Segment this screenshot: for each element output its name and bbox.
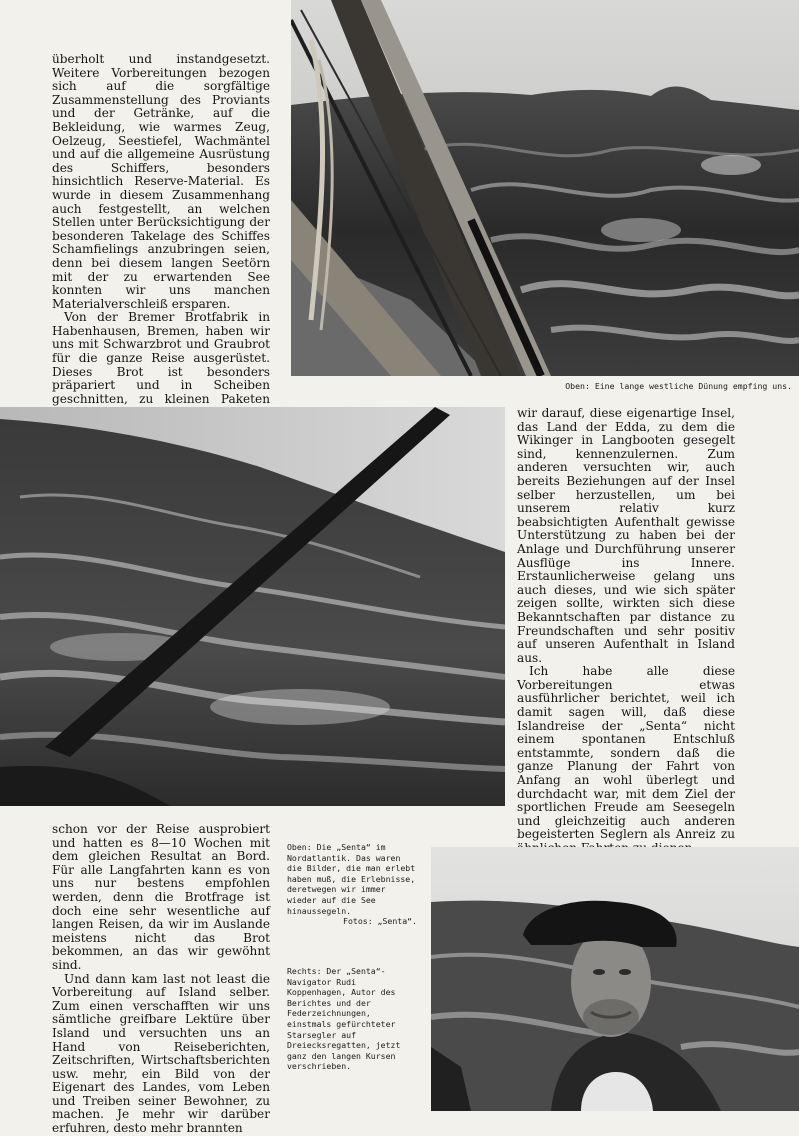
paragraph: Von der Bremer Brotfabrik in Habenhausen, Bremen, haben wir uns mit Schwarzbrot und Graubrot für die ganze Reise ausgerüstet. Dieses Brot ist besonders präpariert und in Scheiben geschnitten, zu kleinen Paketen (52, 310, 270, 406)
caption-portrait: Rechts: Der „Senta“-Navigator Rudi Koppenhagen, Autor des Berichtes und der Federzeichnungen, einstmals gefürchteter Starsegler auf Dreiecksregatten, jetzt ganz den langen Kursen verschrieben. (287, 966, 401, 1072)
photo-bow-rigging-swell (291, 0, 799, 376)
caption-text: Oben: Die „Senta“ im Nordatlantik. Das waren die Bilder, die man erlebt haben muß, die Erlebnisse, deretwegen wir immer wieder auf die See hinaussegeln. (287, 842, 416, 916)
caption-north-atlantic (287, 842, 417, 927)
text-column-bottom-left (52, 823, 270, 1136)
paragraph: Ich habe alle diese Vorbereitungen etwas ausführlicher berichtet, weil ich damit sagen will, daß diese Islandreise der „Senta“ nicht einem spontanen Entschluß entstammte, sondern daß die ganze Planung der Fahrt von Anfang an wohl überlegt und durchdacht war, mit dem Ziel der sportlichen Freude am Seesegeln und gleichzeitig auch anderen begeisterten Seglern als Anreiz zu (517, 664, 735, 842)
caption-top-right: Oben: Eine lange westliche Dünung empfing uns. (565, 381, 792, 391)
photo-navigator-portrait (431, 847, 799, 1111)
paragraph: Und dann kam last not least die Vorbereitung auf Island selber. Zum einen verschafften wir uns sämtliche greifbare Lektüre über Island und versuchten uns an Hand von Reiseberichten, Zeitschriften, Wirtschaftsberichten usw. mehr, ein Bild von der Eigenart des Landes, vom Leben und Treiben seiner Bewohner, zu machen. Je mehr wir darüber erfuhren, desto mehr brannten (52, 971, 270, 1136)
paragraph: wir darauf, diese eigenartige Insel, das Land der Edda, zu dem die Wikinger in Langbooten gesegelt sind, kennenzulernen. Zum anderen versuchten wir, auch bereits Beziehungen auf der Insel selber herzustellen, um bei unserem relativ kurz beabsichtigten Aufenthalt gewisse Unterstützung zu haben bei der Anlage und Durchführung unserer Ausflüge ins Innere. Erstaunlicherweise gelang uns auch dieses, und wie sich später zeigen sollte, wirkten sich diese Bekanntschaften par distance zu Freundschaften und sehr positiv auf unseren Aufenthalt in Island aus. (517, 406, 735, 665)
photo-north-atlantic-sea (0, 407, 505, 806)
paragraph: überholt und instandgesetzt. Weitere Vorbereitungen bezogen sich auf die sorgfältige Zusammenstellung des Proviants und der Getränke, auf die Bekleidung, wie warmes Zeug, Oelzeug, Seestiefel, Wachmäntel und auf die allgemeine Ausrüstung des Schiffers, besonders hinsichtlich Reserve-Material. Es wurde in diesem Zusammenhang auch festgestellt, an welchen Stellen unter Berücksichtigung der besonderen Takelage des Schiffes Schamfielings anzubringen seien, denn bei diesem langen Seetörn mit der zu erwartenden See konnten wir uns manchen Materialverschleiß ersparen. (52, 52, 270, 311)
paragraph: schon vor der Reise ausprobiert und hatten es 8—10 Wochen mit dem gleichen Resultat an Bord. Für alle Langfahrten kann es von uns nur bestens empfohlen werden, denn die Brotfrage ist doch eine sehr wesentliche auf langen Reisen, da wir im Auslande meistens nicht das Brot bekommen, an das wir gewöhnt sind. (52, 822, 270, 972)
photo-credit: Fotos: „Senta“. (343, 916, 417, 927)
